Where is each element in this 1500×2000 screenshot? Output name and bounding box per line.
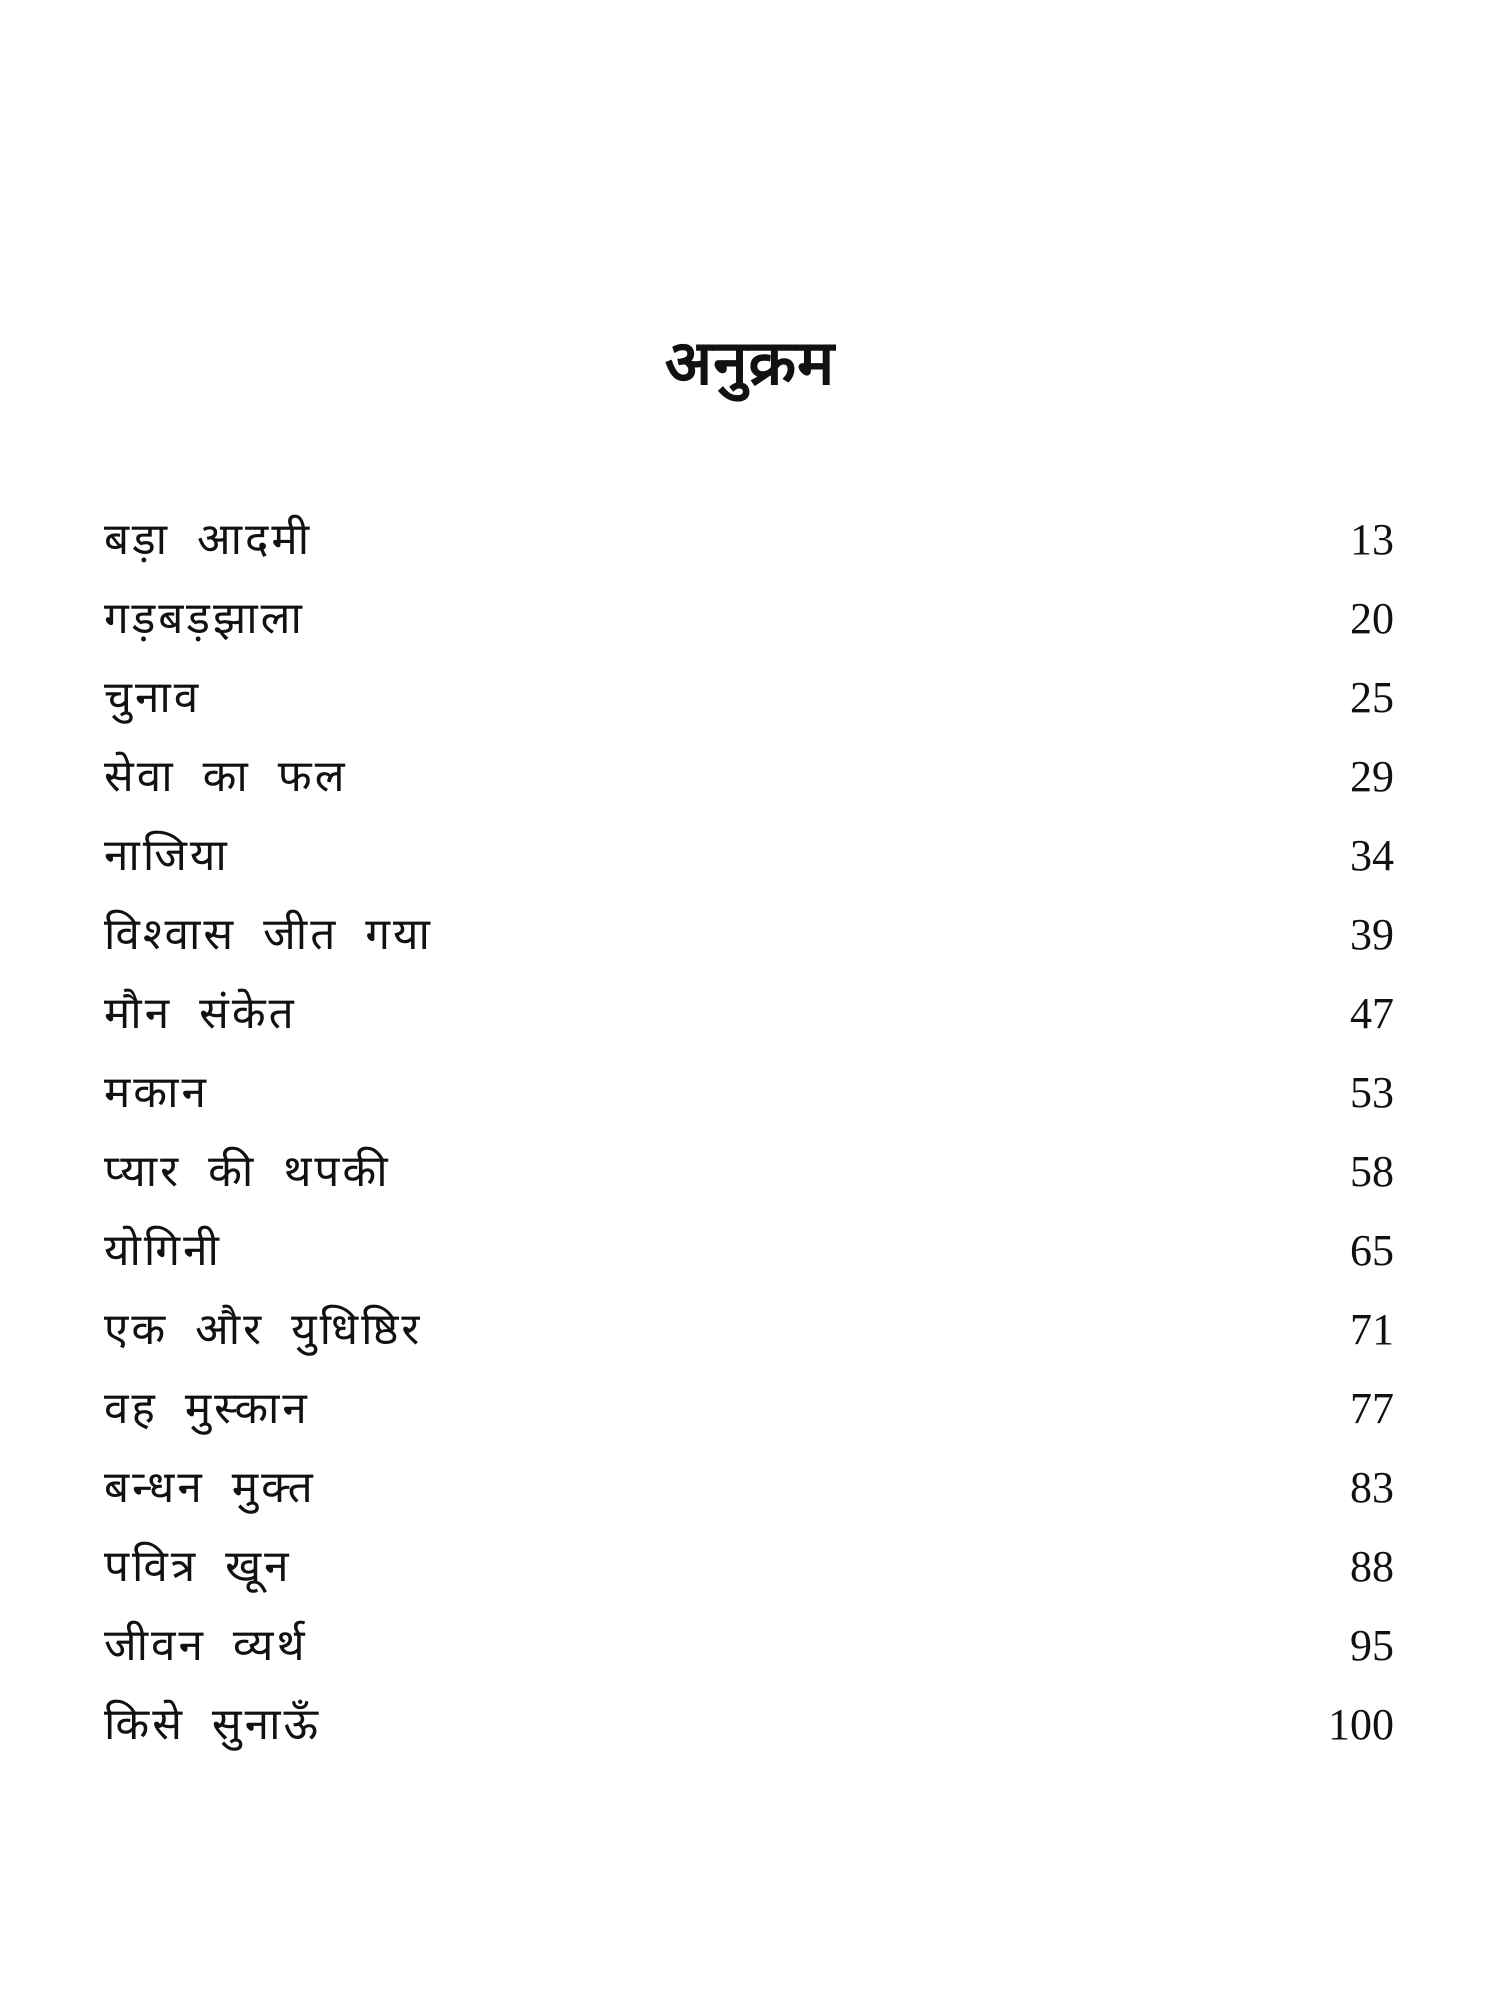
toc-entry — [104, 658, 1404, 737]
toc-entry-page: 71 — [1350, 1304, 1394, 1354]
toc-entry — [104, 1448, 1404, 1527]
toc-entry-title: सेवा का फल — [104, 750, 348, 802]
toc-entry-page: 65 — [1350, 1225, 1394, 1275]
toc-entry-page: 34 — [1350, 830, 1394, 880]
toc-entry-title: किसे सुनाऊँ — [104, 1698, 322, 1750]
toc-entry-title: नाजिया — [104, 829, 230, 881]
toc-entry-page: 88 — [1350, 1541, 1394, 1591]
toc-entry-page: 95 — [1350, 1620, 1394, 1670]
toc-entry — [104, 1369, 1404, 1448]
toc-entry-title: वह मुस्कान — [104, 1382, 310, 1434]
toc-entry-title: बड़ा आदमी — [104, 513, 313, 565]
toc-entry-title: गड़बड़झाला — [104, 592, 305, 644]
toc-entry-page: 29 — [1350, 751, 1394, 801]
toc-entry — [104, 1527, 1404, 1606]
toc-entry — [104, 737, 1404, 816]
toc-entry — [104, 1132, 1404, 1211]
page-title: अनुक्रम — [664, 326, 836, 399]
toc-entry-page: 25 — [1350, 672, 1394, 722]
toc-entry — [104, 1685, 1404, 1764]
toc-entry-page: 58 — [1350, 1146, 1394, 1196]
toc-entry-page: 13 — [1350, 514, 1394, 564]
toc-entry-title: बन्धन मुक्त — [104, 1461, 316, 1513]
toc-entry-title: मौन संकेत — [104, 987, 297, 1039]
toc-entry — [104, 816, 1404, 895]
toc-entry — [104, 1211, 1404, 1290]
toc-entry-page: 39 — [1350, 909, 1394, 959]
toc-entry — [104, 1606, 1404, 1685]
toc-entry — [104, 895, 1404, 974]
toc-entry-page: 47 — [1350, 988, 1394, 1038]
toc-entry — [104, 579, 1404, 658]
toc-entry — [104, 1053, 1404, 1132]
toc-entry-title: पवित्र खून — [104, 1540, 292, 1592]
toc-entry-title: विश्वास जीत गया — [104, 908, 433, 960]
toc-entry-page: 77 — [1350, 1383, 1394, 1433]
toc-entry — [104, 974, 1404, 1053]
toc-entry-page: 100 — [1328, 1699, 1394, 1749]
toc-entry-title: चुनाव — [104, 671, 202, 723]
toc-entry-title: मकान — [104, 1066, 209, 1118]
toc-entry-title: जीवन व्यर्थ — [104, 1619, 308, 1671]
toc-entry — [104, 1290, 1404, 1369]
toc-entry-page: 83 — [1350, 1462, 1394, 1512]
toc-entry-page: 53 — [1350, 1067, 1394, 1117]
table-of-contents — [104, 500, 1404, 1764]
toc-entry-title: एक और युधिष्ठिर — [104, 1303, 423, 1355]
toc-entry-title: प्यार की थपकी — [104, 1145, 391, 1197]
toc-entry-title: योगिनी — [104, 1224, 222, 1276]
toc-entry-page: 20 — [1350, 593, 1394, 643]
toc-entry — [104, 500, 1404, 579]
